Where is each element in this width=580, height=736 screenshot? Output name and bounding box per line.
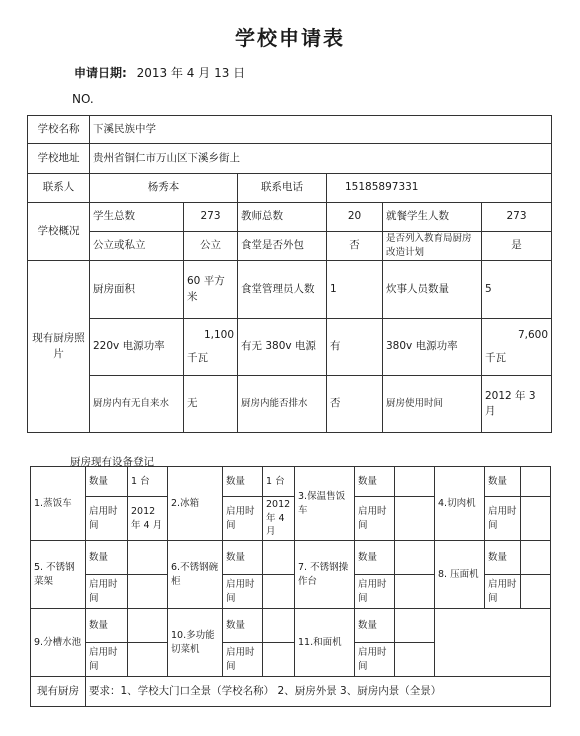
equipment-section-title: 厨房现有设备登记 bbox=[70, 456, 154, 468]
overview-label: 学校概况 bbox=[28, 203, 90, 261]
empty-cell bbox=[435, 609, 551, 677]
equipment-item: 11.和面机 bbox=[295, 609, 355, 677]
phone-label: 联系电话 bbox=[238, 174, 327, 203]
equipment-item: 1.蒸饭车 bbox=[31, 467, 86, 541]
qty-label: 数量 bbox=[223, 609, 263, 643]
use-time-label: 启用时间 bbox=[86, 575, 128, 609]
contact-value: 杨秀本 bbox=[90, 174, 238, 203]
use-time-label: 启用时间 bbox=[86, 643, 128, 677]
kitchen-since-label: 厨房使用时间 bbox=[383, 376, 482, 433]
cooks-value: 5 bbox=[482, 261, 552, 319]
equipment-item: 3.保温售饭车 bbox=[295, 467, 355, 541]
equipment-item: 10.多功能切菜机 bbox=[168, 609, 223, 677]
equipment-item: 4.切肉机 bbox=[435, 467, 485, 541]
qty-value bbox=[128, 609, 168, 643]
school-info-table bbox=[27, 115, 552, 433]
school-name-label: 学校名称 bbox=[28, 116, 90, 144]
qty-value: 1 台 bbox=[128, 467, 168, 497]
school-type-label: 公立或私立 bbox=[90, 232, 184, 261]
use-time-label: 启用时间 bbox=[355, 575, 395, 609]
drainage-label: 厨房内能否排水 bbox=[238, 376, 327, 433]
teachers-value: 20 bbox=[327, 203, 383, 232]
power-380-number: 7,600 bbox=[517, 328, 548, 341]
use-time-value bbox=[263, 575, 295, 609]
use-time-value: 2012 年 4 月 bbox=[263, 497, 295, 541]
equipment-item: 9.分槽水池 bbox=[31, 609, 86, 677]
use-time-label: 启用时间 bbox=[223, 643, 263, 677]
equipment-table bbox=[30, 466, 551, 707]
use-time-value bbox=[395, 643, 435, 677]
use-time-label: 启用时间 bbox=[485, 575, 521, 609]
power-380-unit: 千瓦 bbox=[485, 352, 506, 364]
power-220-value bbox=[184, 319, 238, 376]
power-220-number: 1,100 bbox=[203, 328, 234, 341]
use-time-value bbox=[521, 497, 551, 541]
qty-label: 数量 bbox=[223, 541, 263, 575]
qty-label: 数量 bbox=[355, 467, 395, 497]
has-380-value: 有 bbox=[327, 319, 383, 376]
use-time-label: 启用时间 bbox=[223, 575, 263, 609]
equipment-item: 8. 压面机 bbox=[435, 541, 485, 609]
equipment-item: 7. 不锈钢操作台 bbox=[295, 541, 355, 609]
qty-label: 数量 bbox=[86, 467, 128, 497]
kitchen-label: 现有厨房照片 bbox=[28, 261, 90, 433]
renovation-plan-label: 是否列入教育局厨房改造计划 bbox=[383, 232, 482, 261]
use-time-value bbox=[521, 575, 551, 609]
managers-value: 1 bbox=[327, 261, 383, 319]
power-380-value bbox=[482, 319, 552, 376]
footer-requirements: 要求：1、学校大门口全景（学校名称） 2、厨房外景 3、厨房内景（全景） bbox=[86, 677, 551, 707]
use-time-label: 启用时间 bbox=[223, 497, 263, 541]
tap-water-label: 厨房内有无自来水 bbox=[90, 376, 184, 433]
use-time-value bbox=[128, 575, 168, 609]
outsourced-value: 否 bbox=[327, 232, 383, 261]
qty-value bbox=[128, 541, 168, 575]
cooks-label: 炊事人员数量 bbox=[383, 261, 482, 319]
kitchen-since-value: 2012 年 3 月 bbox=[482, 376, 552, 433]
form-number-label: NO. bbox=[72, 92, 94, 106]
boarding-label: 就餐学生人数 bbox=[383, 203, 482, 232]
qty-label: 数量 bbox=[355, 609, 395, 643]
qty-label: 数量 bbox=[86, 541, 128, 575]
use-time-label: 启用时间 bbox=[86, 497, 128, 541]
page-title: 学校申请表 bbox=[235, 26, 345, 50]
apply-date bbox=[74, 64, 245, 81]
power-220-unit: 千瓦 bbox=[187, 352, 208, 364]
qty-value bbox=[395, 467, 435, 497]
power-380-label: 380v 电源功率 bbox=[383, 319, 482, 376]
boarding-value: 273 bbox=[482, 203, 552, 232]
use-time-value bbox=[128, 643, 168, 677]
kitchen-area-value: 60 平方米 bbox=[184, 261, 238, 319]
use-time-value bbox=[395, 575, 435, 609]
use-time-value bbox=[263, 643, 295, 677]
apply-date-value: 2013 年 4 月 13 日 bbox=[136, 66, 246, 80]
use-time-label: 启用时间 bbox=[355, 643, 395, 677]
qty-value bbox=[395, 609, 435, 643]
students-value: 273 bbox=[184, 203, 238, 232]
apply-date-label: 申请日期: bbox=[74, 66, 127, 80]
qty-value bbox=[263, 609, 295, 643]
school-address-label: 学校地址 bbox=[28, 144, 90, 174]
footer-label: 现有厨房 bbox=[31, 677, 86, 707]
use-time-value: 2012 年 4 月 bbox=[128, 497, 168, 541]
phone-value: 15185897331 bbox=[327, 174, 552, 203]
use-time-label: 启用时间 bbox=[355, 497, 395, 541]
contact-label: 联系人 bbox=[28, 174, 90, 203]
qty-value: 1 台 bbox=[263, 467, 295, 497]
has-380-label: 有无 380v 电源 bbox=[238, 319, 327, 376]
equipment-item: 5. 不锈钢菜架 bbox=[31, 541, 86, 609]
qty-value bbox=[521, 467, 551, 497]
qty-label: 数量 bbox=[223, 467, 263, 497]
equipment-item: 2.冰箱 bbox=[168, 467, 223, 541]
outsourced-label: 食堂是否外包 bbox=[238, 232, 327, 261]
school-name-value: 下溪民族中学 bbox=[90, 116, 552, 144]
use-time-label: 启用时间 bbox=[485, 497, 521, 541]
drainage-value: 否 bbox=[327, 376, 383, 433]
power-220-label: 220v 电源功率 bbox=[90, 319, 184, 376]
school-type-value: 公立 bbox=[184, 232, 238, 261]
tap-water-value: 无 bbox=[184, 376, 238, 433]
renovation-plan-value: 是 bbox=[482, 232, 552, 261]
qty-label: 数量 bbox=[355, 541, 395, 575]
students-label: 学生总数 bbox=[90, 203, 184, 232]
qty-label: 数量 bbox=[86, 609, 128, 643]
kitchen-area-label: 厨房面积 bbox=[90, 261, 184, 319]
use-time-value bbox=[395, 497, 435, 541]
teachers-label: 教师总数 bbox=[238, 203, 327, 232]
qty-value bbox=[395, 541, 435, 575]
qty-value bbox=[521, 541, 551, 575]
qty-label: 数量 bbox=[485, 467, 521, 497]
school-address-value: 贵州省铜仁市万山区下溪乡街上 bbox=[90, 144, 552, 174]
qty-label: 数量 bbox=[485, 541, 521, 575]
equipment-item: 6.不锈钢碗柜 bbox=[168, 541, 223, 609]
qty-value bbox=[263, 541, 295, 575]
managers-label: 食堂管理员人数 bbox=[238, 261, 327, 319]
